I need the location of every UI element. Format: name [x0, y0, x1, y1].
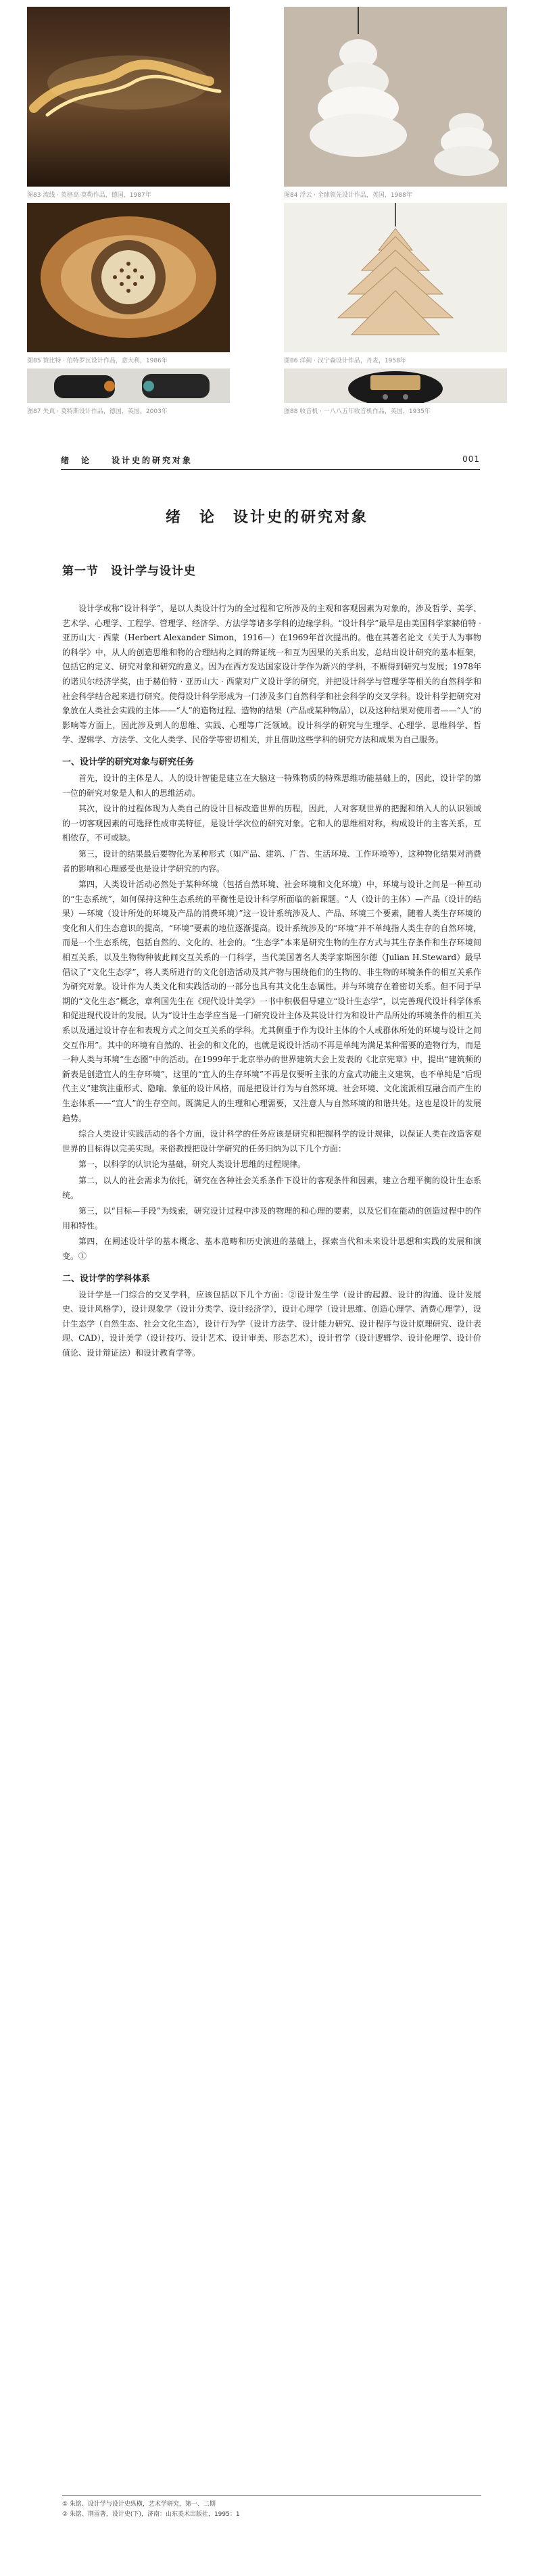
figure-caption: 图84 浮云 · 全球领先设计作品，英国，1988年 — [284, 192, 412, 199]
paragraph: 第一，以科学的认识论为基础，研究人类设计思维的过程规律。 — [78, 1160, 306, 1170]
figure-caption: 图88 收音机 · 一八八五年收音机作品，英国，1935年 — [284, 408, 431, 415]
footnotes — [62, 2495, 481, 2520]
figure-1-image — [27, 7, 230, 187]
photo-plates — [0, 0, 534, 425]
figure-4-image — [284, 203, 507, 352]
figure-6 — [284, 368, 507, 419]
page-number: 001 — [462, 454, 480, 464]
figure-caption: 图86 洋蓟 · 汉宁森设计作品，丹麦，1958年 — [284, 358, 406, 364]
text-page — [0, 433, 534, 2576]
paragraph: 第二，以人的社会需求为依托，研究在各种社会关系条件下设计的客观条件和因素，建立合理平衡的设计生态系统。 — [62, 1175, 481, 1200]
paragraph: 第三，以“目标—手段”为线索，研究设计过程中涉及的物理的和心理的要素，以及它们在能动的创造过程中的作用和特性。 — [62, 1206, 481, 1231]
figure-2 — [284, 7, 507, 203]
figure-caption: 图83 流线 · 英格高·莫勒作品，德国，1987年 — [27, 192, 151, 199]
paragraph: 设计学或称“设计科学”，是以人类设计行为的全过程和它所涉及的主观和客观因素为对象的，涉及哲学、美学、艺术学、心理学、工程学、管理学、经济学、方法学等诸多学科的边缘学科。“设计科学”最早是由美国科学家赫伯特 · 亚历山大 · 西蒙（Herbert Alexander Simon，1916—）在1969年首次提出的。他在其著名论文《关于人为事物的科学》中，从人的创造思维和物的合理结构之间的辩证统一和互为因果的关系出发，总结出设计研究的基本框架，包括它的定义、研究对象和研究的意义。因为在西方发达国家设计学作为新兴的学科，不断得到研究与发展；1978年的诺贝尔经济学奖，由于赫伯特 · 亚历山大 · 西蒙对广义设计学的研究，并把设计科学与管理学等相关的自然科学和社会科学结合起来进行研究。使得设计科学形成为一门涉及多门自然科学和社会科学的交叉学科。设计科学把研究对象放在人类社会实践的主体——“人”的造物过程、造物的结果（产品或某种物品），以及这种结果对使用者——“人”的影响等方面上，因此涉及到人的思维、实践、心理等广泛领域。设计科学的研究与生理学、心理学、思维科学、哲学、逻辑学、方法学、文化人类学、民俗学等密切相关，并且借助这些学科的研究方法和成果为自己服务。 — [62, 604, 481, 745]
figure-4 — [284, 203, 507, 368]
footnote: ① 朱铭、设计学与设计史纵横，艺术学研究，第一、二期 — [62, 2501, 216, 2508]
paragraph: 首先，设计的主体是人，人的设计智能是建立在大脑这一特殊物质的特殊思维功能基础上的，因此，设计学的第一位的研究对象是人和人的思维活动。 — [62, 773, 481, 798]
figure-caption: 图85 赞比特 · 伯特罗瓦设计作品，意大利，1986年 — [27, 358, 168, 364]
paragraph: 第三，设计的结果最后要物化为某种形式（如产品、建筑、广告、生活环境、工作环境等），这种物化结果对消费者的影响和心理感受也是设计学研究的内容。 — [62, 849, 481, 874]
paragraph: 设计学是一门综合的交叉学科，应该包括以下几个方面：②设计发生学（设计的起源、设计的沟通、设计发展史、设计风格学），设计现象学（设计分类学、设计经济学），设计心理学（设计思维、创造心理学、消费心理学），设计生态学（自然生态、社会文化生态），设计行为学（设计方法学、设计能力研究、设计程序与设计原理研究、设计表现、CAD），设计美学（设计技巧、设计艺术、设计审美、形态艺术），设计哲学（设计逻辑学、设计伦理学、设计价值论、设计辩证法）和设计教育学等。 — [62, 1289, 481, 1358]
figure-3 — [27, 203, 230, 368]
figure-5 — [27, 368, 230, 419]
figure-5-image — [27, 368, 230, 403]
header-title: 绪 论 设计史的研究对象 — [61, 456, 193, 465]
figure-1 — [27, 7, 230, 203]
paragraph: 其次，设计的过程体现为人类自己的设计目标改造世界的历程，因此，人对客观世界的把握和纳入人的认识领域的一切客观因素的可选择性成审美特征，是设计学次位的研究对象。它和人的思维相对称，构成设计的主客关系，互相依存，不可或缺。 — [62, 804, 481, 843]
figure-2-image — [284, 7, 507, 187]
chapter-title: 绪 论 设计史的研究对象 — [165, 508, 368, 526]
paragraph: 综合人类设计实践活动的各个方面，设计科学的任务应该是研究和把握科学的设计规律，以保证人类在改造客观世界的目标得以完美实现。来俗教授把设计学研究的任务归纳为以下几个方面： — [62, 1129, 481, 1153]
subsection-heading: 二、设计学的学科体系 — [62, 1273, 151, 1284]
paragraph: 第四，人类设计活动必然处于某种环境（包括自然环境、社会环境和文化环境）中，环境与设计之间是一种互动的“生态系统”，如何保持这种生态系统的平衡性是设计科学所面临的新课题。“人（设计的主体）—产品（设计的结果）—环境（设计所处的环境及产品的消费环境）”这一设计系统涉及人、产品、环境三个要素，随着人类生存环境的变化和人们生态意识的提高，“环境”要素的地位逐渐提高。设计系统涉及的“环境”并不单纯指人类生存的自然环境，而是一个生态系统，包括自然的、文化的、社会的。“生态学”本来是研究生物的生存方式与其生存条件和生存环境间相互关系，以及生物物种彼此间交互关系的一门科学，当代美国著名人类学家斯图尔德（Julian H.Steward）最早倡议了“文化生态学”，将人类所进行的文化创造活动及其产物与围绕他们的生物的、非生物的环境条件的相互关系作为研究对象。设计作为人类文化和实践活动的一部分也具有其文化生态属性。并与环境存在着密切关系。但不同于早期的“文化生态”概念，章利国先生在《现代设计美学》一书中积极倡导建立“设计生态学”，以完善现代设计科学体系和促进现代设计的发展。认为“设计生态学应当是一门研究设计主体及其设计行为和设计产品所处的环境条件的相互关系以及通过设计存在和表现方式之间交互关系的学科。尤其侧重于作为设计主体的个人或群体所处的环境与设计之间交互作用”。其中的环境有自然的、社会的和文化的，也就是说设计活动不再是单纯为满足某种需要的造物行为，而是一种人类与环境“生态圈”中的活动。在1999年于北京举办的世界建筑大会上发表的《北京宪章》中，提出“建筑频的新表是创造宜人的生存环境”，这里的“宜人的生存环境”不再是仅要听主张的方盒式功能主义建筑，也不单纯是“后现代主义”建筑注重形式、隐喻、象征的设计风格，而是把设计行为与自然环境、社会环境、文化流派相互融合而产生的生态体系——“宜人”的生存空间。既满足人的生理和心理需要，又注意人与自然环境的和谐共处。这也是设计的发展趋势。 — [62, 880, 481, 1123]
body-text — [62, 602, 481, 1362]
footnote: ② 朱铭、荆雷著，设计史(下)，济南：山东美术出版社，1995：1 — [62, 2511, 240, 2518]
running-header — [61, 452, 480, 470]
paragraph: 第四，在阐述设计学的基本概念、基本范畴和历史演进的基础上，探索当代和未来设计思想和实践的发展和演变。① — [62, 1237, 481, 1261]
figure-3-image — [27, 203, 230, 352]
figure-caption: 图87 失真 · 莫特斯设计作品，德国，英国，2003年 — [27, 408, 168, 415]
section-title: 第一节 设计学与设计史 — [62, 565, 196, 578]
subsection-heading: 一、设计学的研究对象与研究任务 — [62, 757, 195, 767]
figure-6-image — [284, 368, 507, 403]
